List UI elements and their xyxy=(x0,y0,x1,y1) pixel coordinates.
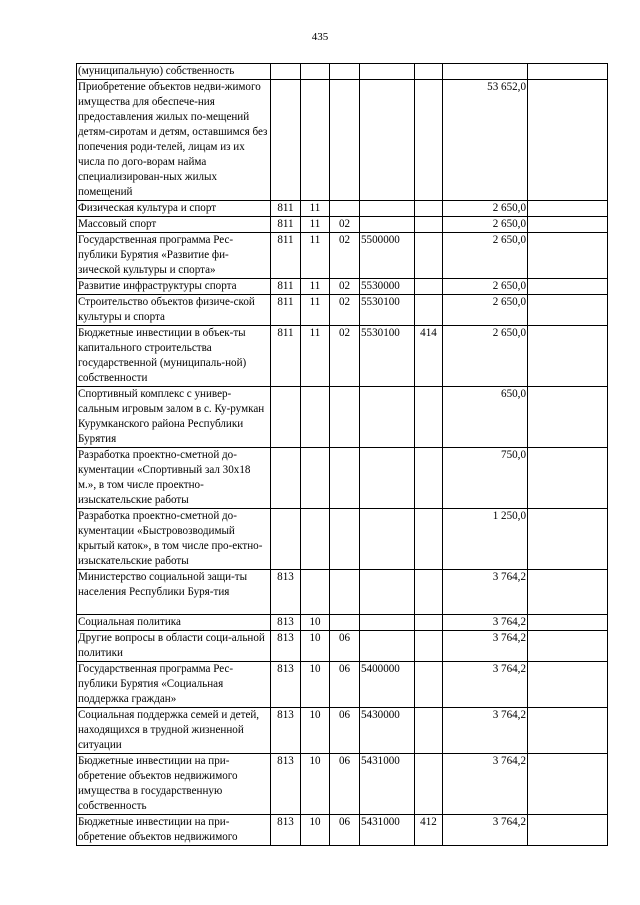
row-target-article-cell xyxy=(360,448,415,509)
row-subsection-code-cell xyxy=(330,80,360,201)
table-row xyxy=(77,662,608,708)
row-name-cell: Массовый спорт xyxy=(77,217,271,233)
row-ministry-code-cell: 813 xyxy=(271,631,301,662)
row-amount-cell: 2 650,0 xyxy=(443,233,528,279)
row-subsection-code-cell: 02 xyxy=(330,279,360,295)
row-section-code-cell xyxy=(301,387,330,448)
table-row xyxy=(77,279,608,295)
row-expense-type-cell xyxy=(415,509,443,570)
row-subsection-code-cell xyxy=(330,64,360,80)
row-name-cell: Бюджетные инвестиции в объек-ты капитального строительства государственной (муниципаль-ной) собственности xyxy=(77,326,271,387)
row-ministry-code-cell xyxy=(271,80,301,201)
row-empty-cell xyxy=(528,201,608,217)
row-ministry-code-cell: 813 xyxy=(271,615,301,631)
row-section-code-cell xyxy=(301,448,330,509)
row-amount-cell: 2 650,0 xyxy=(443,295,528,326)
row-ministry-code-cell: 813 xyxy=(271,754,301,815)
row-empty-cell xyxy=(528,64,608,80)
row-subsection-code-cell: 02 xyxy=(330,295,360,326)
table-row xyxy=(77,615,608,631)
row-name-cell: (муниципальную) собственность xyxy=(77,64,271,80)
row-name-cell: Разработка проектно-сметной до-кументации «Быстровозводимый крытый каток», в том числе про-ектно-изыскательские работы xyxy=(77,509,271,570)
row-amount-cell: 2 650,0 xyxy=(443,217,528,233)
row-ministry-code-cell: 813 xyxy=(271,570,301,615)
table-row xyxy=(77,448,608,509)
row-subsection-code-cell: 06 xyxy=(330,662,360,708)
row-amount-cell: 3 764,2 xyxy=(443,815,528,846)
row-amount-cell: 650,0 xyxy=(443,387,528,448)
row-section-code-cell: 11 xyxy=(301,217,330,233)
row-section-code-cell: 10 xyxy=(301,631,330,662)
row-subsection-code-cell: 02 xyxy=(330,217,360,233)
row-ministry-code-cell: 811 xyxy=(271,217,301,233)
row-empty-cell xyxy=(528,233,608,279)
row-expense-type-cell xyxy=(415,387,443,448)
row-target-article-cell: 5530100 xyxy=(360,295,415,326)
row-name-cell: Другие вопросы в области соци-альной политики xyxy=(77,631,271,662)
row-empty-cell xyxy=(528,387,608,448)
row-expense-type-cell xyxy=(415,708,443,754)
table-row xyxy=(77,217,608,233)
row-section-code-cell: 11 xyxy=(301,295,330,326)
row-empty-cell xyxy=(528,662,608,708)
row-target-article-cell: 5500000 xyxy=(360,233,415,279)
row-amount-cell xyxy=(443,64,528,80)
row-ministry-code-cell: 811 xyxy=(271,295,301,326)
table-row xyxy=(77,815,608,846)
row-target-article-cell xyxy=(360,615,415,631)
row-empty-cell xyxy=(528,448,608,509)
table-row xyxy=(77,754,608,815)
row-target-article-cell xyxy=(360,509,415,570)
row-expense-type-cell xyxy=(415,217,443,233)
row-subsection-code-cell xyxy=(330,615,360,631)
table-row xyxy=(77,64,608,80)
row-section-code-cell: 11 xyxy=(301,326,330,387)
row-subsection-code-cell: 02 xyxy=(330,233,360,279)
row-subsection-code-cell xyxy=(330,448,360,509)
row-target-article-cell xyxy=(360,201,415,217)
row-amount-cell: 2 650,0 xyxy=(443,326,528,387)
row-expense-type-cell xyxy=(415,80,443,201)
row-empty-cell xyxy=(528,615,608,631)
row-ministry-code-cell xyxy=(271,448,301,509)
row-section-code-cell xyxy=(301,80,330,201)
row-amount-cell: 3 764,2 xyxy=(443,615,528,631)
row-target-article-cell: 5431000 xyxy=(360,815,415,846)
row-expense-type-cell xyxy=(415,448,443,509)
budget-table xyxy=(76,63,608,846)
row-empty-cell xyxy=(528,815,608,846)
table-row xyxy=(77,708,608,754)
row-name-cell: Государственная программа Рес-публики Бурятия «Развитие фи-зической культуры и спорта» xyxy=(77,233,271,279)
row-section-code-cell xyxy=(301,570,330,615)
row-name-cell: Государственная программа Рес-публики Бурятия «Социальная поддержка граждан» xyxy=(77,662,271,708)
row-name-cell: Строительство объектов физиче-ской культуры и спорта xyxy=(77,295,271,326)
table-row xyxy=(77,570,608,615)
row-section-code-cell: 10 xyxy=(301,754,330,815)
row-empty-cell xyxy=(528,754,608,815)
row-amount-cell: 53 652,0 xyxy=(443,80,528,201)
row-section-code-cell: 10 xyxy=(301,815,330,846)
row-target-article-cell: 5400000 xyxy=(360,662,415,708)
table-row xyxy=(77,80,608,201)
row-expense-type-cell xyxy=(415,233,443,279)
row-name-cell: Спортивный комплекс с универ-сальным игровым залом в с. Ку-румкан Курумканского района Республики Бурятия xyxy=(77,387,271,448)
row-section-code-cell: 10 xyxy=(301,708,330,754)
row-name-cell: Министерство социальной защи-ты населения Республики Буря-тия xyxy=(77,570,271,615)
row-name-cell: Физическая культура и спорт xyxy=(77,201,271,217)
page-number: 435 xyxy=(311,31,329,43)
row-subsection-code-cell xyxy=(330,570,360,615)
row-amount-cell: 1 250,0 xyxy=(443,509,528,570)
row-amount-cell: 3 764,2 xyxy=(443,754,528,815)
table-row xyxy=(77,201,608,217)
row-section-code-cell: 11 xyxy=(301,233,330,279)
row-amount-cell: 2 650,0 xyxy=(443,279,528,295)
table-row xyxy=(77,326,608,387)
row-name-cell: Приобретение объектов недви-жимого имущества для обеспече-ния предоставления жилых по-мещений детям-сиротам и детям, оставшимся без попечения роди-телей, лицам из их числа по дого-ворам найма специализирован-ных жилых помещений xyxy=(77,80,271,201)
table-body xyxy=(77,64,608,846)
table-row xyxy=(77,387,608,448)
table-row xyxy=(77,295,608,326)
row-ministry-code-cell: 811 xyxy=(271,326,301,387)
row-name-cell: Бюджетные инвестиции на при-обретение объектов недвижимого имущества в государственную собственность xyxy=(77,754,271,815)
row-ministry-code-cell xyxy=(271,64,301,80)
row-expense-type-cell xyxy=(415,570,443,615)
row-target-article-cell: 5530100 xyxy=(360,326,415,387)
row-empty-cell xyxy=(528,279,608,295)
row-name-cell: Социальная поддержка семей и детей, находящихся в трудной жизненной ситуации xyxy=(77,708,271,754)
row-amount-cell: 3 764,2 xyxy=(443,631,528,662)
row-target-article-cell: 5431000 xyxy=(360,754,415,815)
row-section-code-cell: 10 xyxy=(301,662,330,708)
row-ministry-code-cell: 813 xyxy=(271,815,301,846)
row-target-article-cell xyxy=(360,631,415,662)
row-section-code-cell: 10 xyxy=(301,615,330,631)
row-expense-type-cell xyxy=(415,662,443,708)
table-row xyxy=(77,509,608,570)
row-subsection-code-cell: 02 xyxy=(330,326,360,387)
row-section-code-cell xyxy=(301,509,330,570)
row-subsection-code-cell: 06 xyxy=(330,754,360,815)
row-empty-cell xyxy=(528,326,608,387)
row-section-code-cell xyxy=(301,64,330,80)
row-target-article-cell xyxy=(360,387,415,448)
row-expense-type-cell xyxy=(415,201,443,217)
row-expense-type-cell xyxy=(415,64,443,80)
row-ministry-code-cell: 811 xyxy=(271,201,301,217)
row-section-code-cell: 11 xyxy=(301,279,330,295)
row-subsection-code-cell: 06 xyxy=(330,631,360,662)
row-name-cell: Социальная политика xyxy=(77,615,271,631)
row-amount-cell: 3 764,2 xyxy=(443,570,528,615)
row-amount-cell: 750,0 xyxy=(443,448,528,509)
row-target-article-cell xyxy=(360,217,415,233)
row-empty-cell xyxy=(528,295,608,326)
row-target-article-cell xyxy=(360,80,415,201)
row-expense-type-cell: 414 xyxy=(415,326,443,387)
row-target-article-cell: 5430000 xyxy=(360,708,415,754)
row-ministry-code-cell xyxy=(271,387,301,448)
row-section-code-cell: 11 xyxy=(301,201,330,217)
row-empty-cell xyxy=(528,708,608,754)
row-empty-cell xyxy=(528,631,608,662)
row-expense-type-cell xyxy=(415,279,443,295)
row-empty-cell xyxy=(528,509,608,570)
row-subsection-code-cell xyxy=(330,387,360,448)
row-empty-cell xyxy=(528,80,608,201)
row-expense-type-cell xyxy=(415,754,443,815)
row-target-article-cell xyxy=(360,64,415,80)
row-subsection-code-cell xyxy=(330,201,360,217)
row-subsection-code-cell: 06 xyxy=(330,815,360,846)
row-target-article-cell: 5530000 xyxy=(360,279,415,295)
row-ministry-code-cell: 811 xyxy=(271,233,301,279)
row-expense-type-cell xyxy=(415,295,443,326)
row-subsection-code-cell: 06 xyxy=(330,708,360,754)
row-amount-cell: 3 764,2 xyxy=(443,662,528,708)
row-amount-cell: 2 650,0 xyxy=(443,201,528,217)
table-row xyxy=(77,631,608,662)
row-expense-type-cell: 412 xyxy=(415,815,443,846)
row-ministry-code-cell: 811 xyxy=(271,279,301,295)
row-empty-cell xyxy=(528,570,608,615)
row-name-cell: Развитие инфраструктуры спорта xyxy=(77,279,271,295)
row-name-cell: Разработка проектно-сметной до-кументации «Спортивный зал 30х18 м.», в том числе проектно-изыскательские работы xyxy=(77,448,271,509)
row-name-cell: Бюджетные инвестиции на при-обретение объектов недвижимого xyxy=(77,815,271,846)
row-expense-type-cell xyxy=(415,615,443,631)
row-empty-cell xyxy=(528,217,608,233)
row-ministry-code-cell: 813 xyxy=(271,708,301,754)
row-ministry-code-cell: 813 xyxy=(271,662,301,708)
table-row xyxy=(77,233,608,279)
row-subsection-code-cell xyxy=(330,509,360,570)
row-expense-type-cell xyxy=(415,631,443,662)
row-ministry-code-cell xyxy=(271,509,301,570)
row-amount-cell: 3 764,2 xyxy=(443,708,528,754)
row-target-article-cell xyxy=(360,570,415,615)
